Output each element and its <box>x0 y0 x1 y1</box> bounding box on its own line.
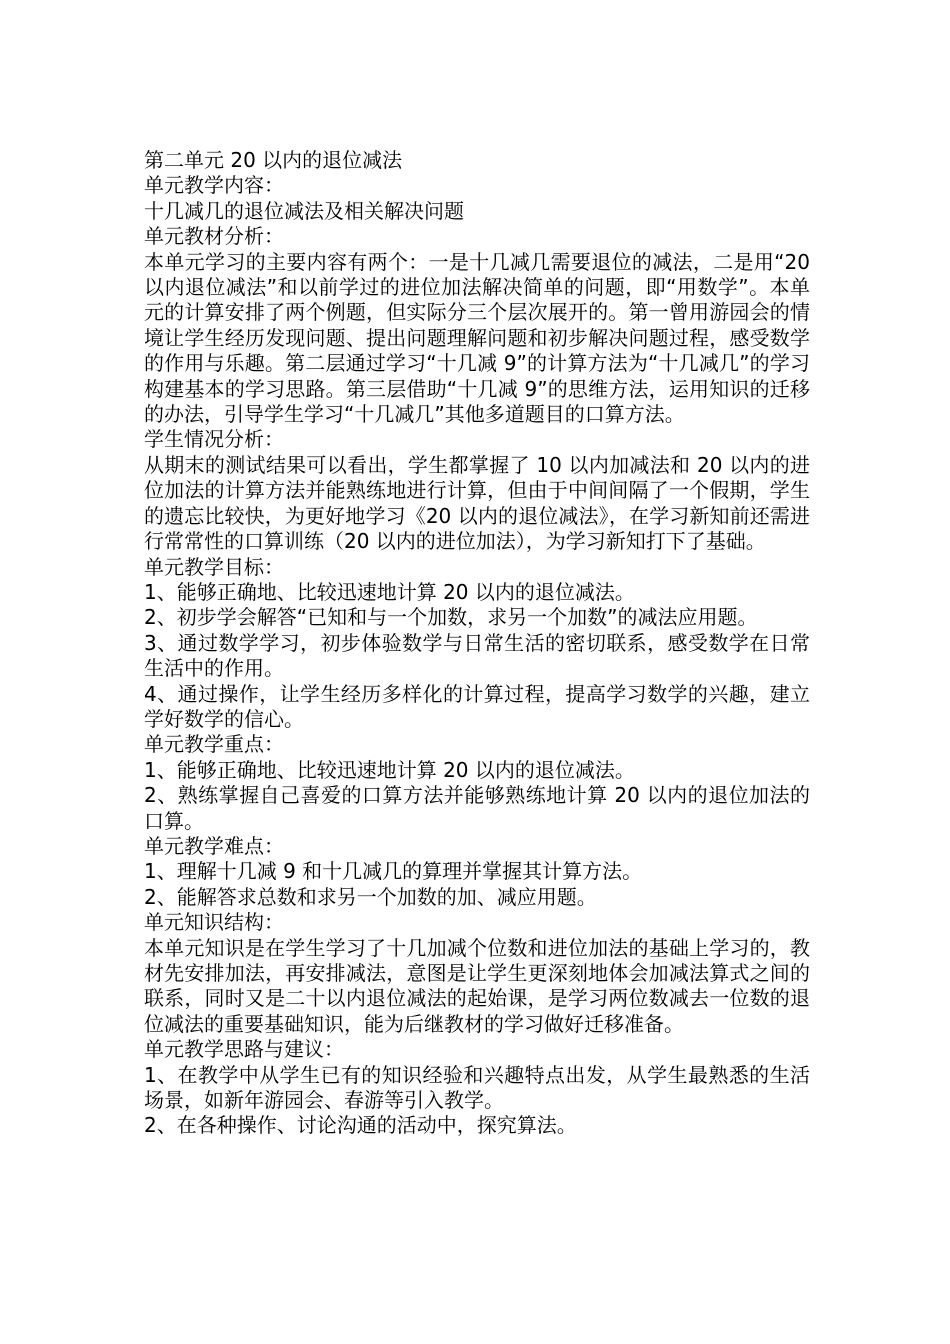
structure-paragraph: 本单元知识是在学生学习了十几加减个位数和进位加法的基础上学习的，教材先安排加法，再安排减法，意图是让学生更深刻地体会加减法算式之间的联系，同时又是二十以内退位减法的起始课，是学习两位数减去一位数的退位减法的重要基础知识，能为后继教材的学习做好迁移准备。 <box>144 935 810 1036</box>
idea-item: 1、在教学中从学生已有的知识经验和兴趣特点出发，从学生最熟悉的生活场景，如新年游园会、春游等引入教学。 <box>144 1062 810 1113</box>
structure-heading: 单元知识结构： <box>144 910 284 935</box>
difficult-point-item: 1、理解十几减 9 和十几减几的算理并掌握其计算方法。 <box>144 859 643 884</box>
idea-item: 2、在各种操作、讨论沟通的活动中，探究算法。 <box>144 1113 577 1138</box>
goal-item: 4、通过操作，让学生经历多样化的计算过程，提高学习数学的兴趣，建立学好数学的信心。 <box>144 681 810 731</box>
students-heading: 学生情况分析： <box>144 427 284 452</box>
difficult-point-item: 2、能解答求总数和求另一个加数的加、减应用题。 <box>144 884 597 909</box>
goals-heading: 单元教学目标： <box>144 554 284 579</box>
goal-item: 2、初步学会解答“已知和与一个加数，求另一个加数”的减法应用题。 <box>144 605 758 630</box>
goal-item: 1、能够正确地、比较迅速地计算 20 以内的退位减法。 <box>144 579 635 604</box>
analysis-paragraph: 本单元学习的主要内容有两个：一是十几减几需要退位的减法，二是用“20 以内退位减法”和以前学过的进位加法解决简单的问题，即“用数学”。本单元的计算安排了两个例题，但实际分三个层次展开的。第一曾用游园会的情境让学生经历发现问题、提出问题理解问题和初步解决问题过程，感受数学的作用与乐趣。第二层通过学习“十几减 9”的计算方法为“十几减几”的学习构建基本的学习思路。第三层借助“十几减 9”的思维方法，运用知识的迁移的办法，引导学生学习“十几减几”其他多道题目的口算方法。 <box>144 249 810 427</box>
ideas-heading: 单元教学思路与建议： <box>144 1037 344 1062</box>
content-heading: 单元教学内容： <box>144 173 284 198</box>
document-title: 第二单元 20 以内的退位减法 <box>144 148 403 172</box>
key-point-item: 1、能够正确地、比较迅速地计算 20 以内的退位减法。 <box>144 757 635 782</box>
goal-item: 3、通过数学学习，初步体验数学与日常生活的密切联系，感受数学在日常生活中的作用。 <box>144 630 810 681</box>
key-point-item: 2、熟练掌握自己喜爱的口算方法并能够熟练地计算 20 以内的退位加法的口算。 <box>144 783 810 833</box>
analysis-heading: 单元教材分析： <box>144 224 284 249</box>
difficult-heading: 单元教学难点： <box>144 833 284 858</box>
content-text: 十几减几的退位减法及相关解决问题 <box>144 198 464 223</box>
students-paragraph: 从期末的测试结果可以看出，学生都掌握了 10 以内加减法和 20 以内的进位加法的计算方法并能熟练地进行计算，但由于中间间隔了一个假期，学生的遗忘比较快，为更好地学习《20 以内的退位减法》，在学习新知前还需进行常常性的口算训练（20 以内的进位加法），为学习新知打下了基础。 <box>144 452 810 554</box>
document-page <box>144 148 810 1139</box>
key-heading: 单元教学重点： <box>144 732 284 757</box>
